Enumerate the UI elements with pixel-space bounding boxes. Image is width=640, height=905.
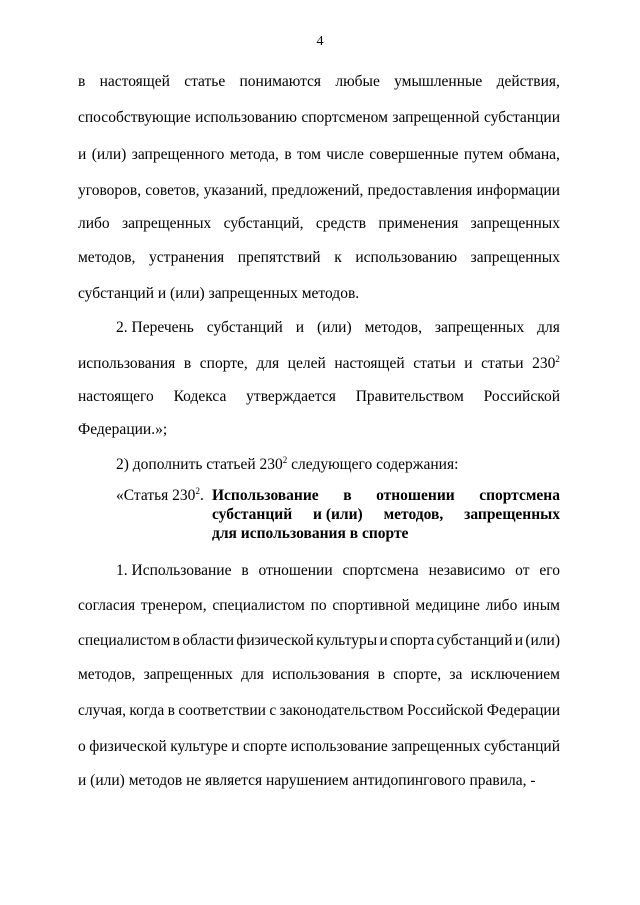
word: законодательством bbox=[279, 702, 404, 719]
word: и bbox=[464, 355, 473, 372]
word: спорте bbox=[243, 738, 288, 755]
word: использованию bbox=[355, 249, 458, 266]
word: запрещенного bbox=[131, 146, 225, 163]
word: использования bbox=[78, 355, 176, 372]
word: настоящей bbox=[334, 355, 405, 372]
word: субстанций bbox=[483, 738, 560, 755]
word: умышленные bbox=[394, 73, 483, 90]
word: запрещенных bbox=[464, 506, 560, 523]
word: способствующие bbox=[78, 109, 191, 126]
word: утверждается bbox=[246, 388, 336, 405]
text-line bbox=[78, 387, 560, 407]
word: области bbox=[182, 632, 235, 649]
word: в bbox=[377, 666, 385, 683]
word: (или) bbox=[91, 146, 127, 163]
word: предоставления bbox=[367, 182, 473, 199]
word: специалистом bbox=[212, 597, 305, 614]
word: тренером, bbox=[140, 597, 207, 614]
text-line: субстанций и (или) запрещенных методов. bbox=[78, 285, 360, 302]
word: предложений, bbox=[271, 182, 364, 199]
word: советов, bbox=[145, 182, 200, 199]
word: Федерации bbox=[486, 702, 560, 719]
word: запрещенных bbox=[434, 319, 525, 336]
text-line bbox=[116, 318, 560, 338]
word: иным bbox=[523, 597, 560, 614]
word: физической bbox=[89, 738, 167, 755]
word: физической bbox=[236, 632, 314, 649]
article-label: «Статья $230^2$. bbox=[116, 486, 204, 504]
word: культуры bbox=[316, 632, 378, 649]
word: статьи bbox=[413, 355, 456, 372]
word: в bbox=[284, 146, 292, 163]
word: средств bbox=[315, 215, 367, 232]
word: путем bbox=[463, 146, 504, 163]
word: в bbox=[183, 355, 192, 372]
word: медицине bbox=[415, 597, 480, 614]
word: спортивной bbox=[332, 597, 410, 614]
word: 2. Перечень bbox=[116, 319, 194, 336]
word: (или) bbox=[316, 319, 352, 336]
word: согласия bbox=[78, 597, 136, 614]
word: запрещенных bbox=[122, 215, 212, 232]
word: статье bbox=[184, 73, 226, 90]
text-line: 2) дополнить статьей $230^2$ следующего содержания: bbox=[116, 455, 459, 473]
word: запрещенных bbox=[143, 666, 233, 683]
word: настоящей bbox=[99, 73, 170, 90]
word: и bbox=[295, 319, 305, 336]
text-line bbox=[116, 561, 560, 581]
text-line: и (или) методов не является нарушением антидопингового правила, - bbox=[78, 772, 536, 789]
text-line bbox=[78, 181, 560, 201]
word: действия, bbox=[496, 73, 560, 90]
word: о bbox=[78, 738, 86, 755]
word: соответствии bbox=[178, 702, 266, 719]
word: либо bbox=[78, 215, 110, 232]
word: Российской bbox=[407, 702, 484, 719]
word: статьи bbox=[481, 355, 524, 372]
word: спортсмена bbox=[479, 487, 560, 504]
word: уговоров, bbox=[78, 182, 142, 199]
text-line bbox=[78, 248, 560, 268]
text-line bbox=[78, 631, 560, 651]
word: спорте, bbox=[199, 355, 248, 372]
word: методов, bbox=[78, 249, 136, 266]
word: для bbox=[256, 355, 280, 372]
word: его bbox=[539, 562, 560, 579]
word: отношении bbox=[258, 562, 333, 579]
word: методов, bbox=[78, 666, 136, 683]
word: том bbox=[297, 146, 321, 163]
word: субстанций bbox=[436, 632, 513, 649]
word: любые bbox=[335, 73, 380, 90]
word: спортсменом bbox=[301, 109, 388, 126]
text-line bbox=[78, 354, 560, 374]
word: методов, bbox=[383, 506, 444, 523]
word: к bbox=[334, 249, 342, 266]
word: устранения bbox=[149, 249, 225, 266]
article-title-line: для использования в спорте bbox=[212, 525, 409, 542]
word: настоящего bbox=[78, 388, 154, 405]
word: и (или) bbox=[313, 506, 363, 523]
word: запрещенных bbox=[470, 215, 560, 232]
word: Использование bbox=[212, 487, 319, 504]
word: случая, bbox=[78, 702, 127, 719]
word: целей bbox=[287, 355, 326, 372]
word: исключением bbox=[470, 666, 560, 683]
text-line bbox=[78, 665, 560, 685]
word: в bbox=[172, 632, 180, 649]
word: Правительством bbox=[355, 388, 464, 405]
word: за bbox=[449, 666, 463, 683]
word: и bbox=[231, 738, 240, 755]
word: субстанций, bbox=[223, 215, 304, 232]
article-title-line bbox=[212, 486, 560, 505]
word: спортсмена bbox=[342, 562, 419, 579]
word: для bbox=[537, 319, 560, 336]
word: (или) bbox=[525, 632, 560, 649]
word: отношении bbox=[376, 487, 455, 504]
word: для bbox=[241, 666, 264, 683]
text-line bbox=[78, 701, 560, 721]
word: Кодекса bbox=[173, 388, 227, 405]
text-line bbox=[78, 145, 560, 165]
word: указаний, bbox=[203, 182, 268, 199]
word: запрещенных bbox=[391, 738, 481, 755]
word: понимаются bbox=[239, 73, 322, 90]
word: обмана, bbox=[508, 146, 560, 163]
word: по bbox=[310, 597, 327, 614]
text-line bbox=[78, 737, 560, 757]
word: в bbox=[343, 487, 352, 504]
text-line bbox=[78, 108, 560, 128]
page-number: 4 bbox=[316, 34, 324, 49]
word: препятствий bbox=[237, 249, 321, 266]
word: использованию bbox=[195, 109, 297, 126]
word: и bbox=[379, 632, 388, 649]
text-line bbox=[78, 596, 560, 616]
text-line bbox=[78, 214, 560, 234]
word: использование bbox=[290, 738, 388, 755]
word: от bbox=[515, 562, 530, 579]
word: и bbox=[514, 632, 524, 649]
word: метода, bbox=[229, 146, 279, 163]
word: субстанций bbox=[212, 506, 293, 523]
word: использования bbox=[272, 666, 370, 683]
text-line: Федерации.»; bbox=[78, 421, 168, 438]
word: запрещенных bbox=[470, 249, 560, 266]
word: информации bbox=[476, 182, 560, 199]
article-ref: $230^2$ bbox=[532, 354, 560, 372]
word: методов, bbox=[364, 319, 422, 336]
word: с bbox=[269, 702, 277, 719]
word: в bbox=[78, 73, 86, 90]
word: числе bbox=[326, 146, 364, 163]
word: запрещенной bbox=[392, 109, 480, 126]
word: независимо bbox=[428, 562, 506, 579]
word: спорта bbox=[389, 632, 435, 649]
text-line bbox=[78, 72, 560, 92]
word: совершенные bbox=[369, 146, 459, 163]
word: и bbox=[78, 146, 87, 163]
word: субстанции bbox=[483, 109, 560, 126]
word: Российской bbox=[483, 388, 560, 405]
word: либо bbox=[485, 597, 518, 614]
word: в bbox=[167, 702, 175, 719]
word: в bbox=[241, 562, 249, 579]
word: культуре bbox=[170, 738, 228, 755]
word: спорте, bbox=[393, 666, 442, 683]
article-title-line bbox=[212, 505, 560, 524]
word: специалистом bbox=[78, 632, 171, 649]
word: когда bbox=[129, 702, 165, 719]
word: 1. Использование bbox=[116, 562, 232, 579]
word: субстанций bbox=[206, 319, 283, 336]
word: применения bbox=[378, 215, 459, 232]
